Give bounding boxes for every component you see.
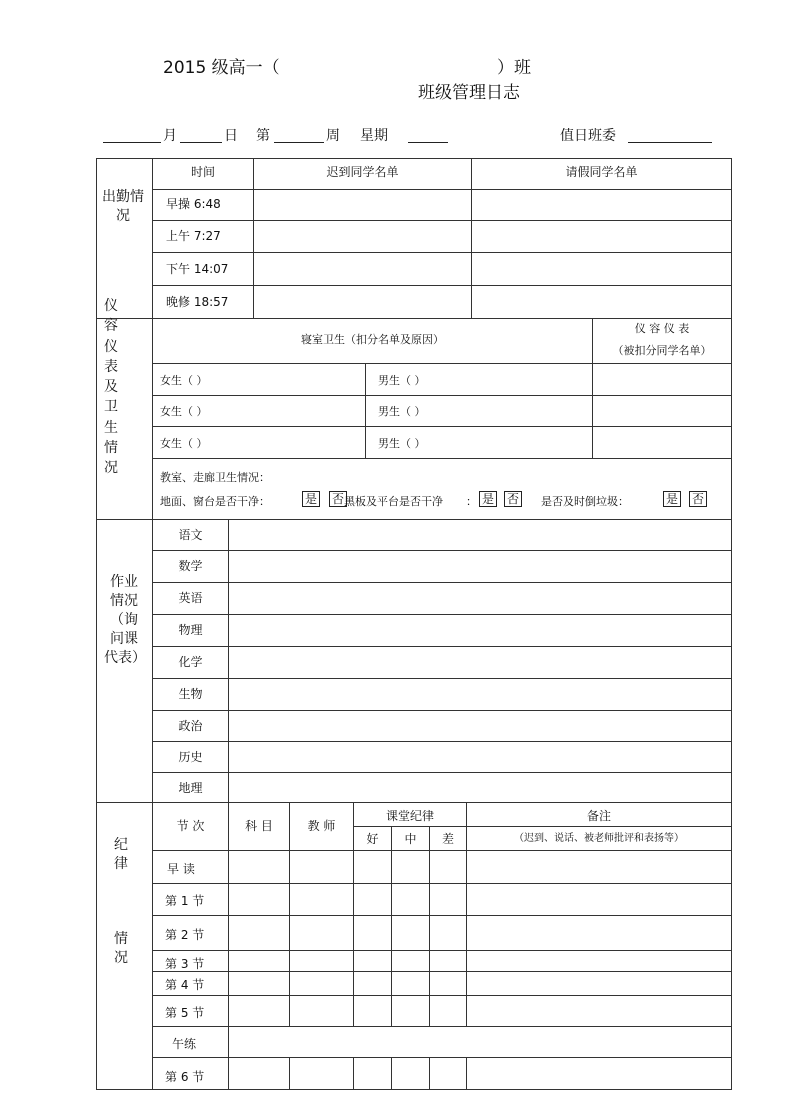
attendance-col-time: 时间 bbox=[190, 165, 215, 179]
period-label: 第 5 节 bbox=[165, 1006, 205, 1020]
duty-blank[interactable] bbox=[628, 142, 712, 143]
period-label: 第 1 节 bbox=[165, 894, 205, 908]
attendance-section-label: 出勤情况 bbox=[102, 189, 144, 224]
board-yes-checkbox[interactable]: 是 bbox=[479, 491, 497, 507]
period-label: 早 读 bbox=[167, 862, 195, 876]
female-dorm-label: 女生（ ） bbox=[160, 405, 208, 418]
trash-yes-checkbox[interactable]: 是 bbox=[663, 491, 681, 507]
period-label: 第 4 节 bbox=[165, 978, 205, 992]
teacher-col-header: 教 师 bbox=[307, 819, 336, 833]
week-blank[interactable] bbox=[274, 142, 324, 143]
subject-label: 化学 bbox=[178, 655, 203, 669]
attendance-col-leave: 请假同学名单 bbox=[565, 165, 638, 179]
female-dorm-label: 女生（ ） bbox=[160, 437, 208, 450]
discipline-col-header: 课堂纪律 bbox=[385, 809, 434, 823]
dorm-header: 寝室卫生（扣分名单及原因） bbox=[301, 333, 444, 346]
attendance-row-time: 早操 6:48 bbox=[166, 197, 221, 211]
day-blank[interactable] bbox=[180, 142, 222, 143]
period-label: 第 6 节 bbox=[165, 1070, 205, 1084]
subject-label: 政治 bbox=[178, 719, 203, 733]
week-suffix: 周 bbox=[326, 128, 340, 144]
discipline-section-label-2: 情况 bbox=[114, 931, 128, 966]
homework-section-label: 作业情况（询问课代表） bbox=[104, 574, 146, 666]
male-dorm-label: 男生（ ） bbox=[378, 437, 426, 450]
discipline-bad: 差 bbox=[441, 832, 454, 846]
floor-yes-checkbox[interactable]: 是 bbox=[302, 491, 320, 507]
period-label: 第 3 节 bbox=[165, 957, 205, 971]
subject-col-header: 科 目 bbox=[245, 819, 273, 833]
note-col-header: 备注 bbox=[586, 809, 611, 823]
subject-label: 地理 bbox=[178, 781, 203, 795]
hygiene-section-label: 仪容仪表及卫生情况 bbox=[104, 298, 118, 477]
attendance-row-time: 下午 14:07 bbox=[166, 262, 229, 276]
period-col-header: 节 次 bbox=[176, 819, 205, 833]
trash-question: 是否及时倒垃圾： bbox=[541, 495, 629, 508]
attendance-row-time: 晚修 18:57 bbox=[166, 295, 229, 309]
month-label: 月 bbox=[163, 128, 177, 144]
female-dorm-label: 女生（ ） bbox=[160, 374, 208, 387]
weekday-blank[interactable] bbox=[408, 142, 448, 143]
board-clean-question: 黑板及平台是否干净 bbox=[344, 495, 443, 508]
title-suffix: ）班 bbox=[497, 58, 531, 78]
subject-label: 英语 bbox=[178, 591, 203, 605]
appearance-header-detail: （被扣分同学名单） bbox=[612, 344, 712, 357]
floor-clean-question: 地面、窗台是否干净： bbox=[160, 495, 270, 508]
period-label: 第 2 节 bbox=[165, 928, 205, 942]
discipline-good: 好 bbox=[366, 832, 379, 846]
day-label: 日 bbox=[224, 128, 238, 144]
floor-no-checkbox[interactable]: 否 bbox=[329, 491, 347, 507]
male-dorm-label: 男生（ ） bbox=[378, 374, 426, 387]
week-prefix: 第 bbox=[256, 128, 270, 144]
attendance-row-time: 上午 7:27 bbox=[166, 229, 221, 243]
discipline-section-label: 纪律 bbox=[114, 837, 128, 872]
appearance-header: 仪 容 仪 表 bbox=[634, 322, 690, 335]
trash-no-checkbox[interactable]: 否 bbox=[689, 491, 707, 507]
month-blank[interactable] bbox=[103, 142, 161, 143]
subject-label: 生物 bbox=[178, 687, 203, 701]
attendance-col-late: 迟到同学名单 bbox=[326, 165, 399, 179]
discipline-mid: 中 bbox=[404, 832, 417, 846]
subject-label: 语文 bbox=[178, 528, 203, 542]
note-col-detail: （迟到、说话、被老师批评和表扬等） bbox=[514, 833, 684, 844]
subject-label: 数学 bbox=[178, 559, 203, 573]
period-label: 午练 bbox=[172, 1037, 197, 1051]
subject-label: 物理 bbox=[178, 623, 203, 637]
title-prefix: 2015 级高一（ bbox=[163, 58, 280, 78]
weekday-label: 星期 bbox=[360, 128, 388, 144]
board-colon: ： bbox=[466, 495, 477, 508]
subject-label: 历史 bbox=[178, 750, 203, 764]
page-title: 班级管理日志 bbox=[418, 83, 520, 103]
board-no-checkbox[interactable]: 否 bbox=[504, 491, 522, 507]
classroom-hygiene-label: 教室、走廊卫生情况： bbox=[160, 471, 270, 484]
duty-label: 值日班委 bbox=[560, 128, 616, 144]
male-dorm-label: 男生（ ） bbox=[378, 405, 426, 418]
